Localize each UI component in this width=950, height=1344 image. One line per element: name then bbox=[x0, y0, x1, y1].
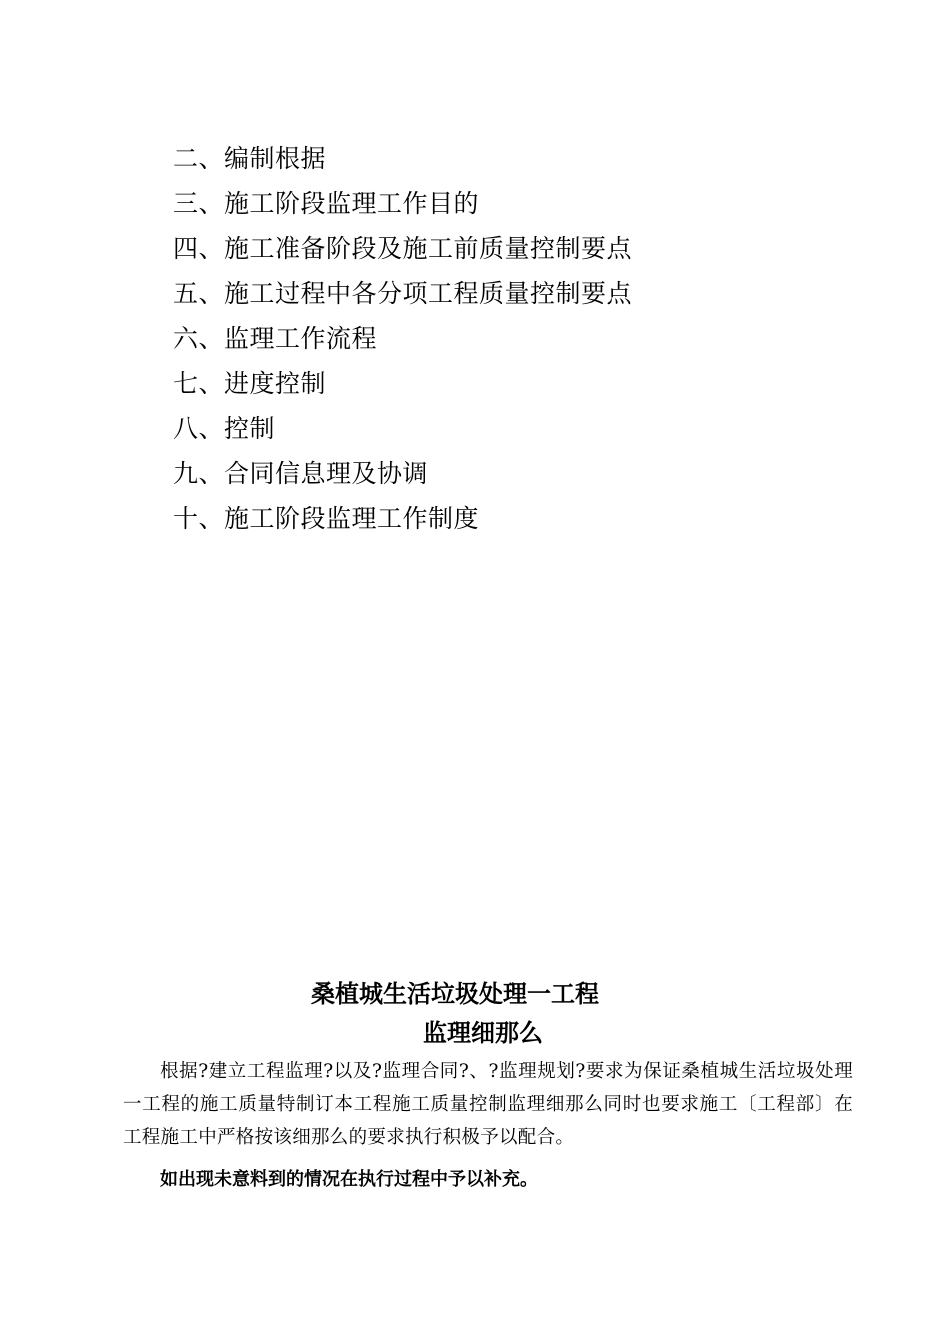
toc-item: 四、施工准备阶段及施工前质量控制要点 bbox=[173, 234, 633, 263]
toc-item: 九、合同信息理及协调 bbox=[173, 459, 429, 488]
toc-item: 六、监理工作流程 bbox=[173, 324, 378, 353]
document-title: 桑植城生活垃圾处理一工程 bbox=[311, 980, 599, 1008]
toc-item: 八、控制 bbox=[173, 414, 276, 443]
toc-item: 五、施工过程中各分项工程质量控制要点 bbox=[173, 279, 633, 308]
toc-item: 二、编制根据 bbox=[173, 144, 327, 173]
table-of-contents bbox=[173, 136, 873, 541]
toc-item: 三、施工阶段监理工作目的 bbox=[173, 189, 480, 218]
document-subtitle: 监理细那么 bbox=[423, 1019, 543, 1047]
toc-item: 七、进度控制 bbox=[173, 369, 327, 398]
body-paragraph: 根据?建立工程监理?以及?监理合同?、?监理规划?要求为保证桑植城生活垃圾处理一工程的施工质量特制订本工程施工质量控制监理细那么同时也要求施工〔工程部〕在工程施工中严格按该细那么的要求执行积极予以配合。 bbox=[123, 1061, 853, 1148]
supplement-note: 如出现未意料到的情况在执行过程中予以补充。 bbox=[160, 1169, 538, 1190]
toc-item: 十、施工阶段监理工作制度 bbox=[173, 504, 480, 533]
